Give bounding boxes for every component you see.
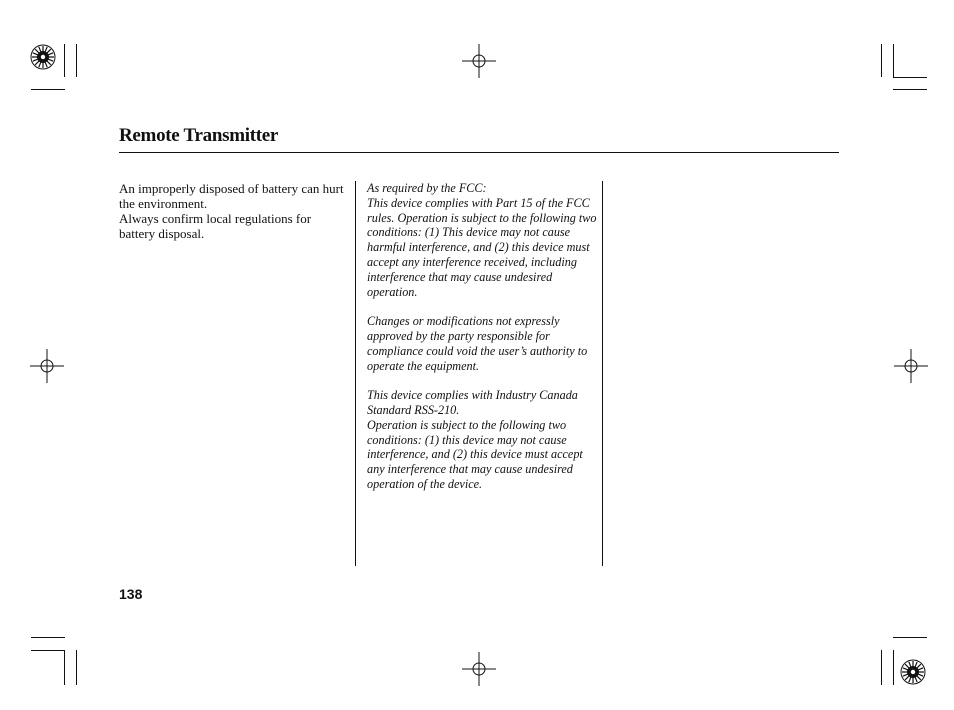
crop-mark-line xyxy=(893,637,927,638)
crop-mark-line xyxy=(64,44,65,77)
registration-crosshair-icon xyxy=(30,349,64,383)
fcc-heading: As required by the FCC: xyxy=(367,181,487,195)
registration-crosshair-icon xyxy=(894,349,928,383)
crop-mark-line xyxy=(64,650,65,685)
crop-mark-line xyxy=(31,637,65,638)
crop-mark-line xyxy=(893,77,927,78)
crop-mark-line xyxy=(881,44,882,77)
registration-crosshair-icon xyxy=(462,652,496,686)
crop-mark-line xyxy=(76,650,77,685)
column-divider xyxy=(602,181,603,566)
crop-mark-line xyxy=(31,89,65,90)
crop-mark-line xyxy=(881,650,882,685)
crop-mark-line xyxy=(31,650,65,651)
registration-starburst-icon xyxy=(900,659,926,685)
title-rule xyxy=(119,152,839,153)
modification-warning-text: Changes or modifications not expressly approved by the party responsible for compliance could void the user’s authority to operate the equipment. xyxy=(367,314,588,373)
left-column xyxy=(119,181,349,241)
crop-mark-line xyxy=(893,44,894,77)
fcc-compliance-text: This device complies with Part 15 of the FCC rules. Operation is subject to the following two conditions: (1) This device may not cause harmful interference, and (2) this device must accept any interference received, including interference that may cause undesired operation. xyxy=(367,195,597,299)
column-divider xyxy=(355,181,356,566)
page-title: Remote Transmitter xyxy=(119,125,279,146)
registration-starburst-icon xyxy=(30,44,56,70)
registration-crosshair-icon xyxy=(462,44,496,78)
industry-canada-conditions-text: Operation is subject to the following two conditions: (1) this device may not cause interference, and (2) this device must accept any interference that may cause undesired operation of the device. xyxy=(367,417,583,491)
battery-regulation-text: Always confirm local regulations for battery disposal. xyxy=(119,211,312,241)
page-number: 138 xyxy=(119,586,143,602)
crop-mark-line xyxy=(76,44,77,77)
industry-canada-text: This device complies with Industry Canada Standard RSS-210. xyxy=(367,388,578,417)
crop-mark-line xyxy=(893,89,927,90)
fcc-notice-column xyxy=(367,181,599,492)
crop-mark-line xyxy=(893,650,894,685)
battery-warning-text: An improperly disposed of battery can hurt the environment. xyxy=(119,181,344,211)
